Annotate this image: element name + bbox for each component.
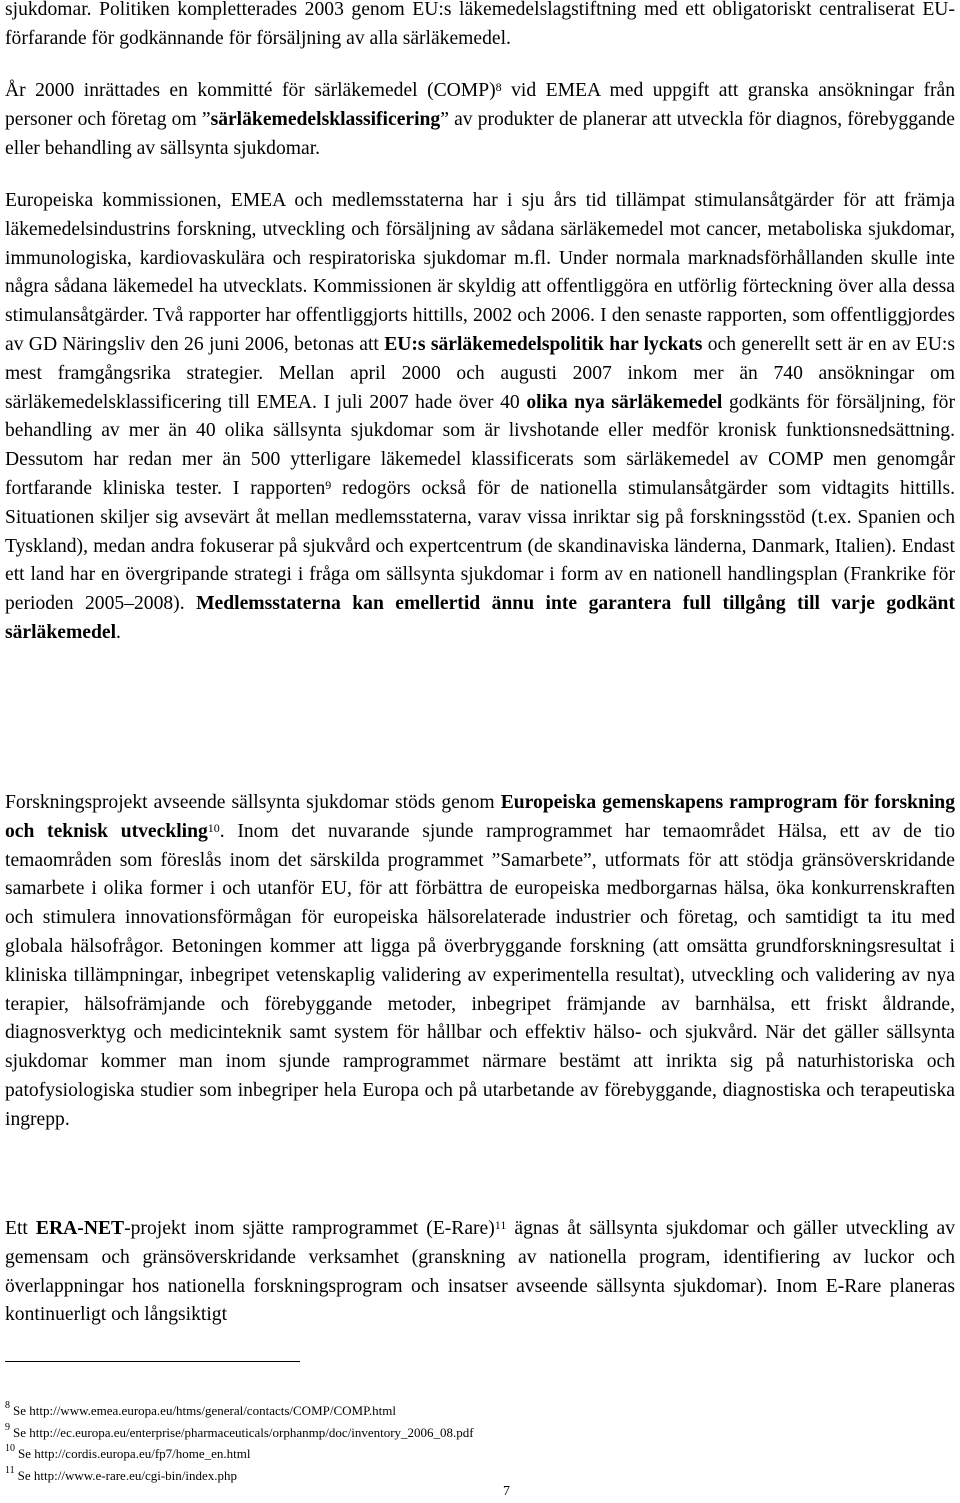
paragraph-3 bbox=[5, 187, 955, 648]
text-run: -projekt inom sjätte ramprogrammet (E-Rare) bbox=[124, 1218, 495, 1239]
text-run: Europeiska kommissionen, EMEA och medlemsstaterna har i sju års tid tillämpat stimulansåtgärder för att främja läkemedelsindustrins forskning, utveckling och försäljning av sådana särläkemedel mot cancer, metaboliska sjukdomar, immunologiska, kardiovaskulära och respiratoriska sjukdomar m.fl. Under normala marknadsförhållanden skulle inte några sådana läkemedel ha utvecklats. Kommissionen är skyldig att offentliggöra en utförlig förteckning över alla dessa stimulansåtgärder. Två rapporter har offentliggjorts hittills, 2002 och 2006. I den senaste rapporten, som offentliggjordes av GD Näringsliv den 26 juni 2006, betonas att bbox=[5, 190, 955, 355]
footnote-text: Se http://www.emea.europa.eu/htms/general/contacts/COMP/COMP.html bbox=[13, 1403, 396, 1418]
text-run: ” av produkter de planerar att utveckla för diagnos, förebyggande eller behandling av sällsynta sjukdomar. bbox=[5, 108, 955, 159]
footnote-separator bbox=[5, 1361, 300, 1362]
footnote-11 bbox=[5, 1465, 955, 1487]
footnote-text: Se http://cordis.europa.eu/fp7/home_en.html bbox=[18, 1446, 251, 1461]
footnote-reference: 8 bbox=[495, 80, 502, 94]
footnote-text: Se http://ec.europa.eu/enterprise/pharmaceuticals/orphanmp/doc/inventory_2006_08.pdf bbox=[13, 1424, 474, 1440]
page-number: 7 bbox=[503, 1484, 510, 1499]
text-run: redogörs också för de nationella stimulansåtgärder som vidtagits hittills. Situationen skiljer sig avsevärt åt mellan medlemsstaterna, varav vissa inriktar sig på forskningsstöd (t.ex. Spanien och Tyskland), medan andra fokuserar på sjukvård och expertcentrum (de skandinaviska länderna, Danmark, Italien). Endast ett land har en övergripande strategi i fråga om sällsynta sjukdomar i form av en nationell handlingsplan (Frankrike för perioden 2005–2008). bbox=[5, 477, 955, 615]
bold-text: EU:s särläkemedelspolitik har lyckats bbox=[384, 333, 703, 355]
text-run: och generellt sett är en av EU:s mest framgångsrika strategier. Mellan april 2000 och augusti 2007 inkom mer än 740 ansökningar om särläkemedelsklassificering till EMEA. I juli 2007 hade över 40 bbox=[5, 333, 955, 413]
text-run: . bbox=[116, 621, 121, 643]
paragraph-4 bbox=[5, 789, 955, 1135]
text-run: Forskningsprojekt avseende sällsynta sjukdomar stöds genom bbox=[5, 792, 501, 813]
footnote-number: 9 bbox=[5, 1421, 10, 1433]
text-run: sjukdomar. Politiken kompletterades 2003 genom EU:s läkemedelslagstiftning med ett obligatoriskt centraliserat EU-förfarande för godkännande för försäljning av alla särläkemedel. bbox=[5, 0, 955, 49]
bold-text: olika nya särläkemedel bbox=[526, 391, 723, 413]
text-run: vid EMEA med uppgift att granska ansökningar från personer och företag om ” bbox=[5, 80, 955, 130]
text-run: ägnas åt sällsynta sjukdomar och gäller utveckling av gemensam och gränsöverskridande verksamhet (granskning av nationella program, identifiering av luckor och överlappningar hos nationella forskningsprogram och insatser avseende sällsynta sjukdomar). Inom E-Rare planeras kontinuerligt och långsiktigt bbox=[5, 1218, 955, 1326]
footnote-text: Se http://www.e-rare.eu/cgi-bin/index.php bbox=[17, 1467, 238, 1483]
text-run: godkänts för försäljning, för behandling av mer än 40 olika sällsynta sjukdomar som är livshotande eller medför kronisk funktionsnedsättning. Dessutom har redan mer än 500 ytterligare läkemedel klassificerats som särläkemedel av COMP men genomgår fortfarande kliniska tester. I rapporten bbox=[5, 391, 955, 499]
footnote-reference: 11 bbox=[494, 1218, 507, 1232]
footnote-number: 10 bbox=[5, 1443, 15, 1454]
footnote-number: 8 bbox=[5, 1400, 10, 1411]
paragraph-1 bbox=[5, 0, 955, 54]
footnote-number: 11 bbox=[5, 1464, 15, 1476]
footnote-9 bbox=[5, 1422, 955, 1444]
footnotes bbox=[5, 1400, 955, 1486]
text-run: Ett bbox=[5, 1218, 36, 1239]
text-run: . Inom det nuvarande sjunde ramprogrammet har temaområdet Hälsa, ett av de tio temaområden som föreslås inom det särskilda programmet ”Samarbete”, utformats för att stödja gränsöverskridande samarbete i olika former i och utanför EU, för att förbättra de europeiska medborgarnas hälsa, öka konkurrenskraften och stimulera innovationsförmågan för europeiska hälsorelaterade industrier och företag, och samtidigt ta itu med globala hälsofrågor. Betoningen kommer att ligga på överbryggande forskning (att omsätta grundforskningsresultat i kliniska tillämpningar, inbegripet vetenskaplig validering av experimentella resultat), utveckling och validering av nya terapier, hälsofrämjande och förebyggande metoder, inbegripet främjande av barnhälsa, ett friskt åldrande, diagnosverktyg och medicinteknik samt system för hållbar och effektiv hälso- och sjukvård. När det gäller sällsynta sjukdomar kommer man inom sjunde ramprogrammet närmare bestämt att inrikta sig på naturhistoriska och patofysiologiska studier som inbegriper hela Europa och på utarbetande av förebyggande, diagnostiska och terapeutiska ingrepp. bbox=[5, 820, 955, 1130]
footnote-reference: 10 bbox=[207, 820, 220, 835]
paragraph-5 bbox=[5, 1215, 955, 1330]
bold-text: Medlemsstaterna kan emellertid ännu inte garantera full tillgång till varje godkänt särläkemedel bbox=[5, 593, 955, 643]
text-run: År 2000 inrättades en kommitté för särläkemedel (COMP) bbox=[5, 80, 496, 101]
bold-text: ERA-NET bbox=[35, 1218, 125, 1239]
paragraph-2 bbox=[5, 77, 955, 163]
footnote-reference: 9 bbox=[325, 477, 332, 492]
footnote-10 bbox=[5, 1443, 955, 1465]
bold-text: särläkemedelsklassificering bbox=[210, 108, 441, 130]
bold-text: Europeiska gemenskapens ramprogram för forskning och teknisk utveckling bbox=[5, 792, 955, 842]
footnote-8 bbox=[5, 1400, 955, 1422]
